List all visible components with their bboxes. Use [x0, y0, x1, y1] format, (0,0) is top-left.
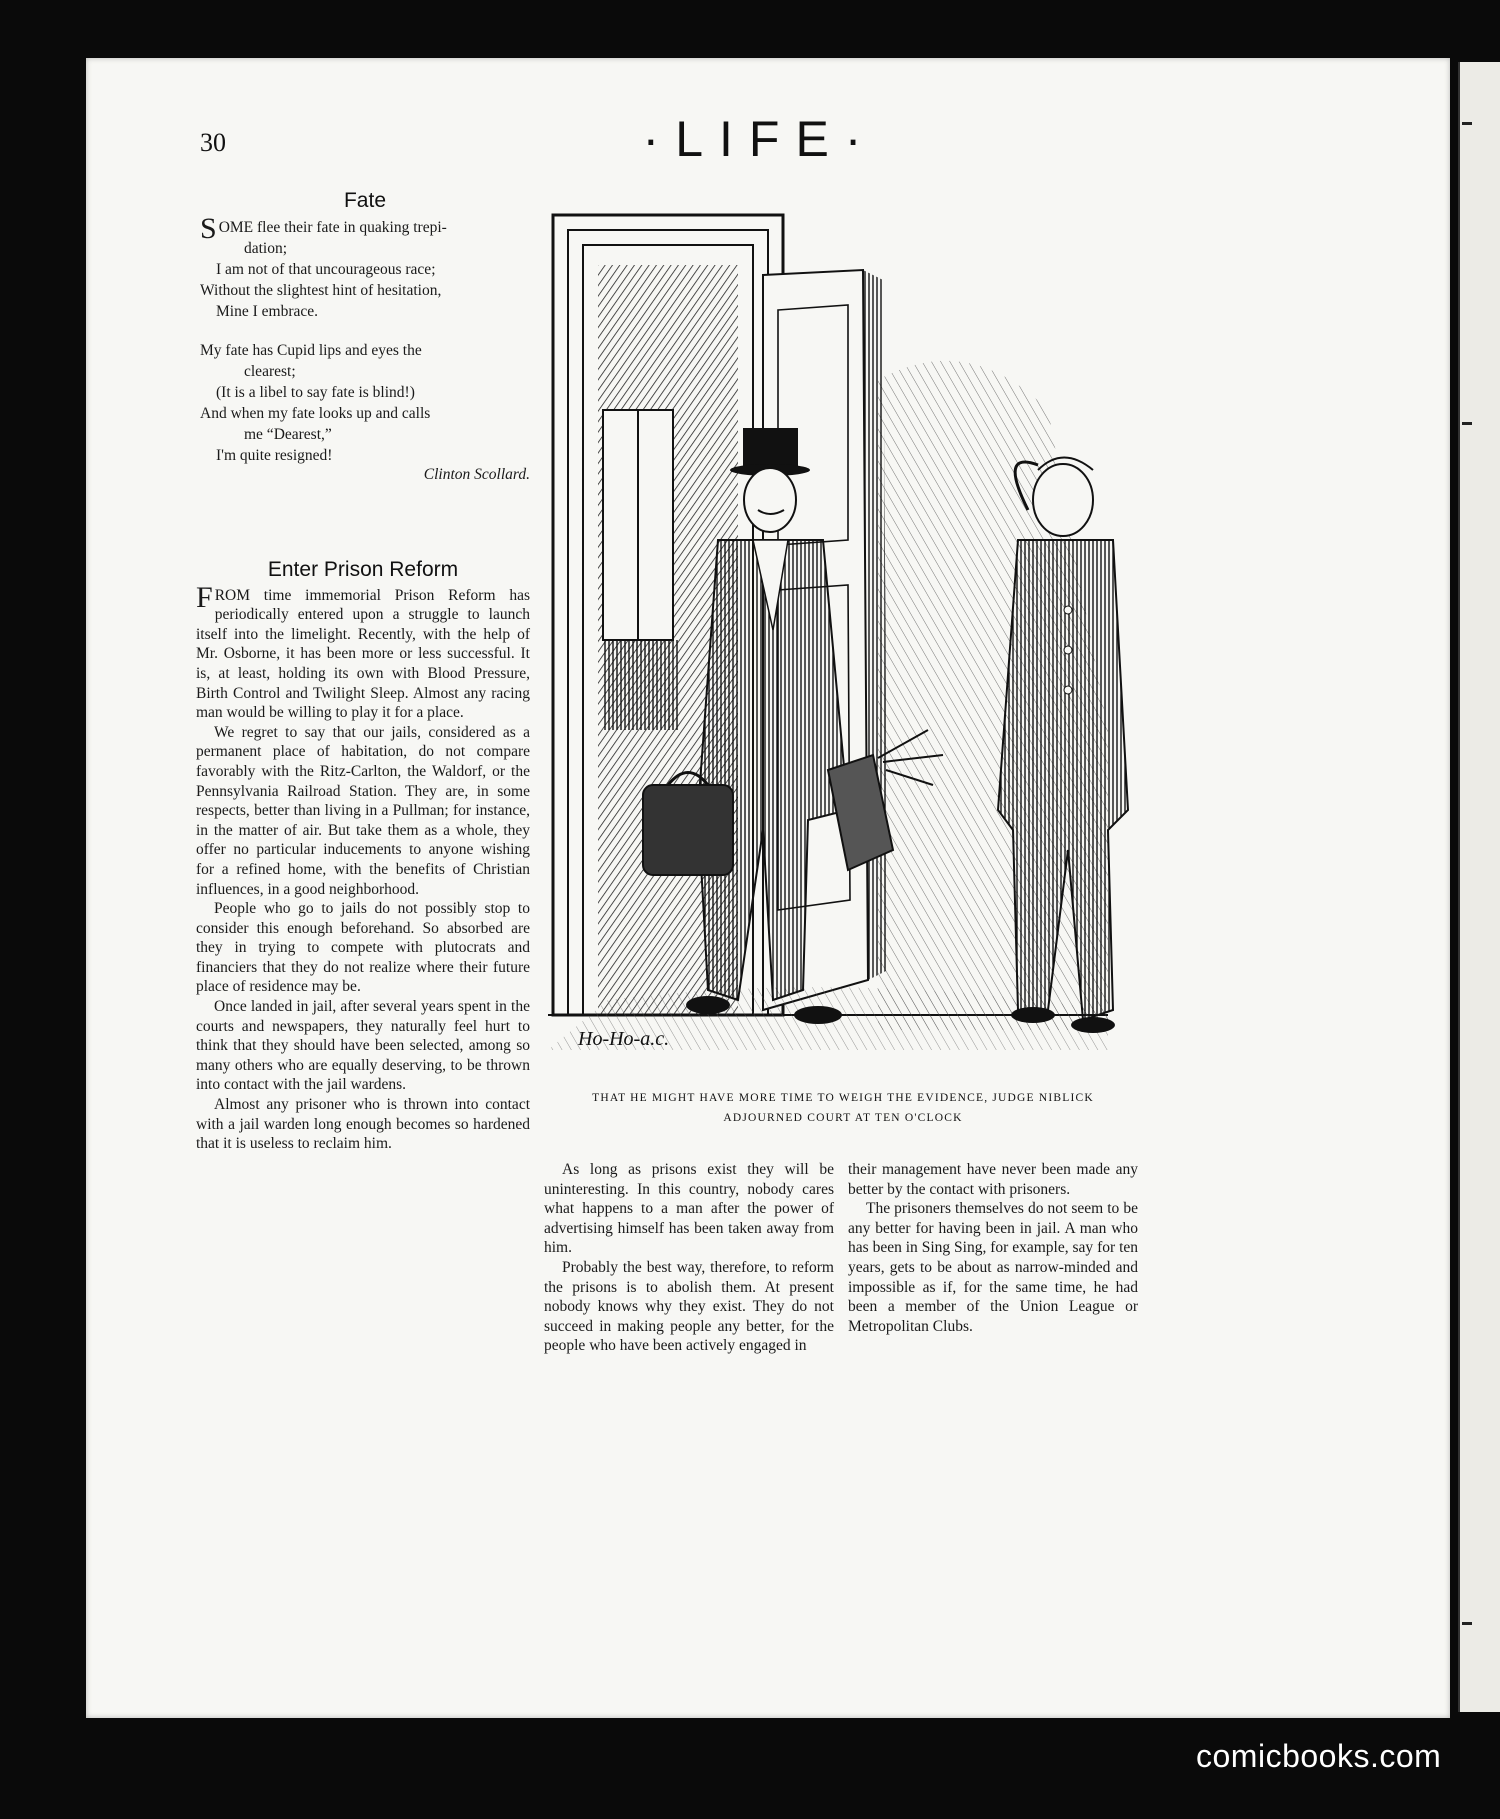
- poem-line: clearest;: [244, 363, 296, 380]
- poem-line: (It is a libel to say fate is blind!): [216, 384, 415, 401]
- article-title: Enter Prison Reform: [267, 558, 459, 581]
- poem-fate: [200, 190, 530, 503]
- article-paragraph: FROM time immemorial Prison Reform has periodically entered upon a struggle to launch itself into the limelight. Recently, with the help of Mr. Osborne, it has been more or less successful. It is, at least, holding its own with Blood Pressure, Birth Control and Twilight Sleep. Almost any racing man would be willing to play it for a place.: [196, 580, 530, 722]
- poem-line: OME flee their fate in quaking trepi-: [218, 219, 447, 236]
- illustration-caption: [548, 1088, 1138, 1128]
- poem-title: Fate: [343, 189, 387, 212]
- poem-line: I'm quite resigned!: [216, 447, 333, 464]
- poem-author: Clinton Scollard.: [423, 466, 530, 483]
- poem-dropcap: S: [200, 212, 217, 245]
- article-paragraph: The prisoners themselves do not seem to be any better for having been in jail. A man who has been in Sing Sing, for example, say for ten years, gets to be about as narrow-minded and impossible as if, for the same time, he had been a member of the Union League or Metropolitan Clubs.: [848, 1200, 1138, 1335]
- cartoon-illustration: [548, 210, 1138, 1070]
- poem-line: My fate has Cupid lips and eyes the: [200, 342, 422, 359]
- site-watermark: comicbooks.com: [1196, 1738, 1442, 1774]
- article-paragraph: We regret to say that our jails, considered as a permanent place of habitation, do not compare favorably with the Ritz-Carlton, the Waldorf, or the Pennsylvania Railroad Station. They are, in some respects, better than living in a Pullman; for instance, in the matter of air. But take them as a whole, they offer no particular inducements to anyone wishing for a refined home, with the benefits of Christian influences, in a good neighborhood.: [196, 723, 530, 898]
- poem-stanza-2: [200, 340, 530, 485]
- poem-stanza-1: [200, 212, 530, 322]
- article-column-3: [848, 1160, 1138, 1336]
- article-paragraph: Almost any prisoner who is thrown into contact with a jail warden long enough becomes so hardened that it is useless to reclaim him.: [196, 1096, 530, 1153]
- article-paragraph: their management have never been made any better by the contact with prisoners.: [848, 1161, 1138, 1198]
- article-column-1: [196, 560, 530, 1154]
- poem-line: I am not of that uncourageous race;: [216, 261, 436, 278]
- poem-line: dation;: [244, 240, 288, 257]
- poem-line: Mine I embrace.: [216, 303, 318, 320]
- article-paragraph: As long as prisons exist they will be uninteresting. In this country, nobody cares what happens to a man after the power of advertising himself has been taken away from him.: [544, 1161, 834, 1257]
- poem-line: Without the slightest hint of hesitation,: [200, 282, 442, 299]
- poem-line: And when my fate looks up and calls: [200, 405, 431, 422]
- article-dropcap: F: [196, 580, 213, 614]
- caption-line-1: THAT HE MIGHT HAVE MORE TIME TO WEIGH THE EVIDENCE, JUDGE NIBLICK: [592, 1092, 1094, 1104]
- adjacent-page-edge: [1458, 62, 1500, 1712]
- caption-line-2: ADJOURNED COURT AT TEN O'CLOCK: [723, 1112, 963, 1124]
- article-paragraph: People who go to jails do not possibly stop to consider this enough beforehand. So absorbed are they in trying to compete with plutocrats and financiers that they do not realize where their future place of residence may be.: [196, 900, 530, 996]
- article-paragraph: Once landed in jail, after several years spent in the courts and newspapers, they naturally feel hurt to think that they should have been selected, among so many others who are equally deserving, to be thrown into contact with the jail wardens.: [196, 998, 530, 1094]
- article-column-2: [544, 1160, 834, 1356]
- page-number: 30: [200, 128, 226, 157]
- article-paragraph: Probably the best way, therefore, to reform the prisons is to abolish them. At present nobody knows why they exist. They do not succeed in making people any better, for the people who have been actively engaged in: [544, 1258, 834, 1355]
- poem-line: me “Dearest,”: [244, 426, 332, 443]
- artist-signature: Ho-Ho-a.c.: [578, 1028, 670, 1050]
- masthead: ·LIFE·: [642, 111, 878, 167]
